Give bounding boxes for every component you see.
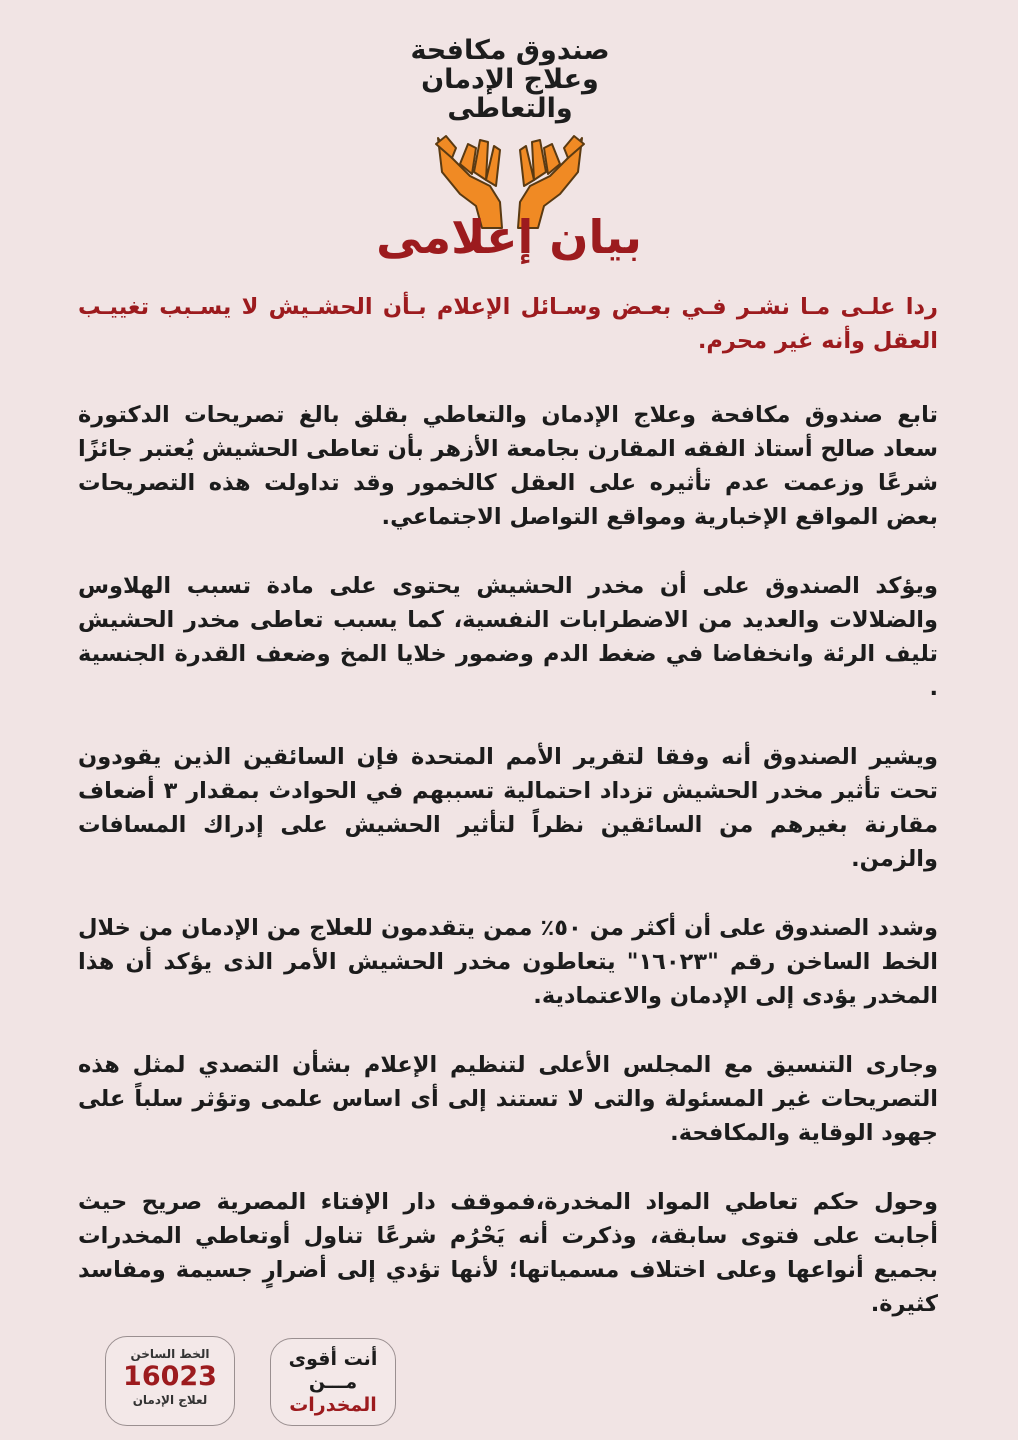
statement-body: [78, 290, 938, 1356]
logo-text-line-3: والتعاطى: [447, 93, 573, 124]
slogan-line-3: المخدرات: [289, 1394, 377, 1416]
logo-text-line-2: وعلاج الإدمان: [421, 64, 599, 95]
paragraph-3: ويشير الصندوق أنه وفقا لتقرير الأمم المتحدة فإن السائقين الذين يقودون تحت تأثير مخدر الحشيش تزداد احتمالية تسببهم في الحوادث بمقدار ٣ أضعاف مقارنة بغيرهم من السائقين نظراً لتأثير الحشيش على إدراك المسافات والزمن.: [78, 744, 938, 872]
hotline-badge: [105, 1336, 235, 1426]
hotline-subtitle: لعلاج الإدمان: [132, 1393, 208, 1407]
fund-logo: [400, 36, 620, 206]
paragraph-6: وحول حكم تعاطي المواد المخدرة،فموقف دار الإفتاء المصرية صريح حيث أجابت على فتوى سابقة، وذكرت أنه يَحْرُم شرعًا تناول أوتعاطي المخدرات بجميع أنواعها وعلى اختلاف مسمياتها؛ لأنها تؤدي إلى أضرارٍ جسيمة ومفاسد كثيرة.: [78, 1189, 938, 1317]
logo-text-line-1: صندوق مكافحة: [410, 35, 610, 66]
hotline-number: 16023: [123, 1361, 217, 1392]
slogan-badge: [270, 1338, 396, 1426]
hotline-label: الخط الساخن: [130, 1347, 210, 1361]
paragraph-1: تابع صندوق مكافحة وعلاج الإدمان والتعاطي بقلق بالغ تصريحات الدكتورة سعاد صالح أستاذ الفقه المقارن بجامعة الأزهر بأن تعاطى الحشيش يُعتبر جائزًا شرعًا وزعمت عدم تأثيره على العقل كالخمور وقد تداولت هذه التصريحات بعض المواقع الإخبارية ومواقع التواصل الاجتماعي.: [78, 402, 938, 530]
intro-paragraph: ردا علـى مـا نشـر فـي بعـض وسـائل الإعلام بـأن الحشـيش لا يسـبب تغييـب العقل وأنه غير محرم.: [78, 294, 938, 354]
paragraph-5: وجارى التنسيق مع المجلس الأعلى لتنظيم الإعلام بشأن التصدي لمثل هذه التصريحات غير المسئولة والتى لا تستند إلى أى اساس علمى وتؤثر سلباً على جهود الوقاية والمكافحة.: [78, 1052, 938, 1146]
paragraph-2: ويؤكد الصندوق على أن مخدر الحشيش يحتوى على مادة تسبب الهلاوس والضلالات والعديد من الاضطرابات النفسية، كما يسبب تعاطى مخدر الحشيش تليف الرئة وانخفاضا في ضغط الدم وضمور خلايا المخ وضعف القدرة الجنسية .: [78, 573, 938, 701]
paragraph-4: وشدد الصندوق على أن أكثر من ٥٠٪ ممن يتقدمون للعلاج من الإدمان من خلال الخط الساخن رقم "١٦٠٢٣" يتعاطون مخدر الحشيش الأمر الذى يؤكد أن هذا المخدر يؤدى إلى الإدمان والاعتمادية.: [78, 915, 938, 1009]
slogan-line-2: مـــن: [308, 1371, 358, 1393]
slogan-line-1: أنت أقوى: [288, 1348, 378, 1370]
page-title: بيان إعلامى: [376, 210, 642, 264]
